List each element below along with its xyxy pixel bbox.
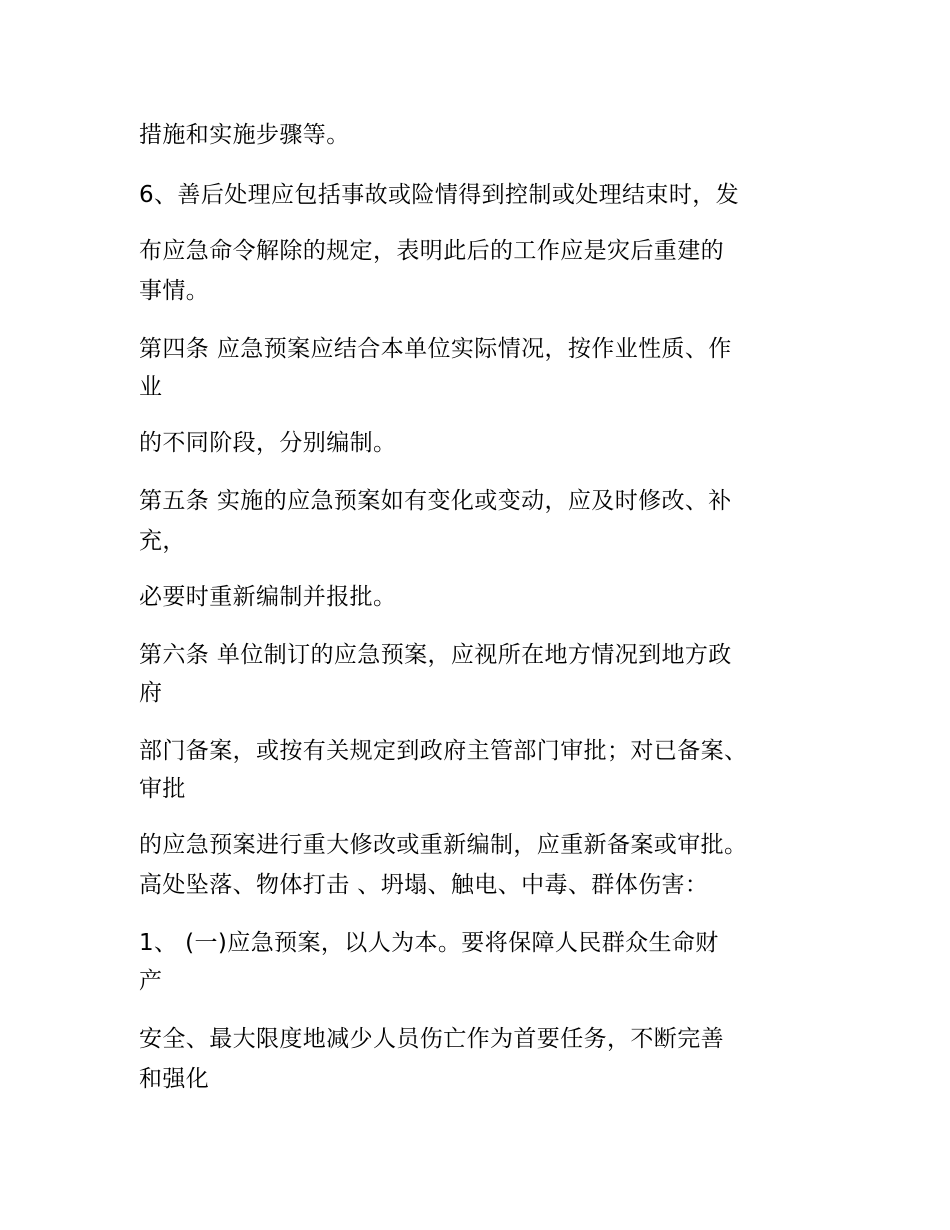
text-line: 和强化	[139, 1066, 210, 1092]
text-line: 的应急预案进行重大修改或重新编制，应重新备案或审批。	[139, 832, 748, 858]
text-line: 审批	[139, 776, 186, 802]
text-line: 1、 (一)应急预案，以人为本。要将保障人民群众生命财	[139, 930, 719, 956]
text-line: 安全、最大限度地减少人员伤亡作为首要任务，不断完善	[139, 1026, 724, 1052]
text-line: 产	[139, 968, 163, 994]
text-line: 部门备案，或按有关规定到政府主管部门审批；对已备案、	[139, 738, 748, 764]
text-line: 充，	[139, 528, 186, 554]
text-line: 高处坠落、物体打击 、坍塌、触电、中毒、群体伤害：	[139, 872, 709, 898]
text-line: 布应急命令解除的规定，表明此后的工作应是灾后重建的	[139, 238, 724, 264]
text-line: 6、善后处理应包括事故或险情得到控制或处理结束时，发	[139, 182, 740, 208]
text-line: 第五条 实施的应急预案如有变化或变动，应及时修改、补	[139, 488, 732, 514]
text-line: 第四条 应急预案应结合本单位实际情况，按作业性质、作	[139, 336, 732, 362]
text-line: 必要时重新编制并报批。	[139, 584, 397, 610]
text-line: 事情。	[139, 278, 210, 304]
text-line: 第六条 单位制订的应急预案，应视所在地方情况到地方政	[139, 642, 732, 668]
text-line: 业	[139, 374, 163, 400]
text-line: 的不同阶段，分别编制。	[139, 430, 397, 456]
text-line: 措施和实施步骤等。	[139, 122, 350, 148]
text-line: 府	[139, 680, 163, 706]
